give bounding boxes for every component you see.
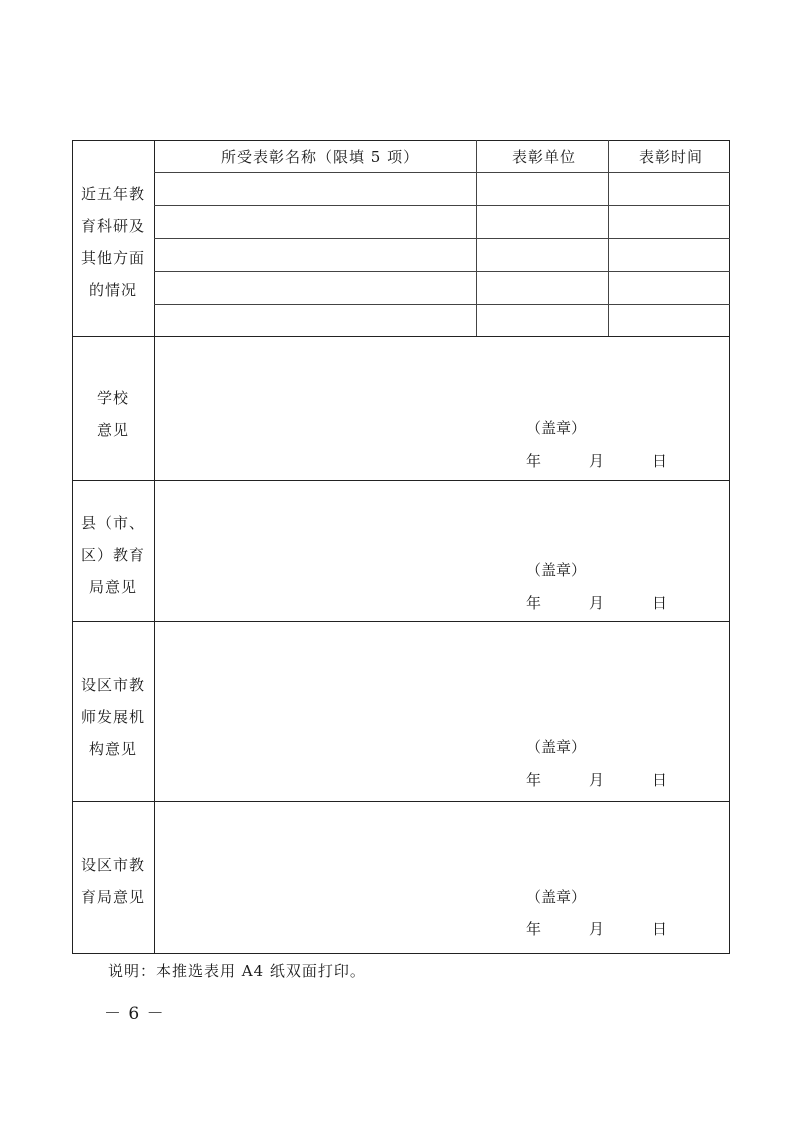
- awards-section-label: 近五年教 育科研及 其他方面 的情况: [80, 185, 145, 299]
- awards-row-divider: [154, 304, 730, 305]
- county-bureau-date-day: 日: [652, 594, 668, 612]
- school-date-month: 月: [589, 452, 605, 470]
- teacher-dev-date-month: 月: [589, 771, 605, 789]
- county-bureau-seal-text: （盖章）: [526, 561, 587, 579]
- footnote: 说明：本推选表用 A4 纸双面打印。: [108, 962, 366, 980]
- awards-row-divider: [154, 271, 730, 272]
- section-divider: [72, 480, 730, 481]
- teacher-dev-date-day: 日: [652, 771, 668, 789]
- school-date-year: 年: [526, 452, 542, 470]
- city-bureau-opinion-label: 设区市教 育局意见: [80, 856, 145, 906]
- label-column-divider: [154, 140, 155, 954]
- awards-row-divider: [154, 172, 730, 173]
- awards-header-name: 所受表彰名称（限填 5 项）: [221, 148, 420, 166]
- city-bureau-date-day: 日: [652, 920, 668, 938]
- city-bureau-date-year: 年: [526, 920, 542, 938]
- awards-header-time: 表彰时间: [639, 148, 704, 166]
- school-seal-text: （盖章）: [526, 419, 587, 437]
- section-divider: [72, 621, 730, 622]
- teacher-dev-opinion-label: 设区市教 师发展机 构意见: [80, 676, 145, 758]
- awards-row-divider: [154, 238, 730, 239]
- page-number: － 6 －: [104, 1004, 165, 1024]
- section-divider: [72, 801, 730, 802]
- teacher-dev-seal-text: （盖章）: [526, 738, 587, 756]
- city-bureau-date-month: 月: [589, 920, 605, 938]
- awards-header-unit: 表彰单位: [512, 148, 577, 166]
- school-date-day: 日: [652, 452, 668, 470]
- county-bureau-opinion-label: 县（市、 区）教育 局意见: [80, 514, 145, 596]
- county-bureau-date-month: 月: [589, 594, 605, 612]
- awards-row-divider: [154, 205, 730, 206]
- nomination-form-table: [72, 140, 730, 954]
- city-bureau-seal-text: （盖章）: [526, 888, 587, 906]
- section-divider: [72, 336, 730, 337]
- teacher-dev-date-year: 年: [526, 771, 542, 789]
- school-opinion-label: 学校 意见: [96, 389, 129, 439]
- county-bureau-date-year: 年: [526, 594, 542, 612]
